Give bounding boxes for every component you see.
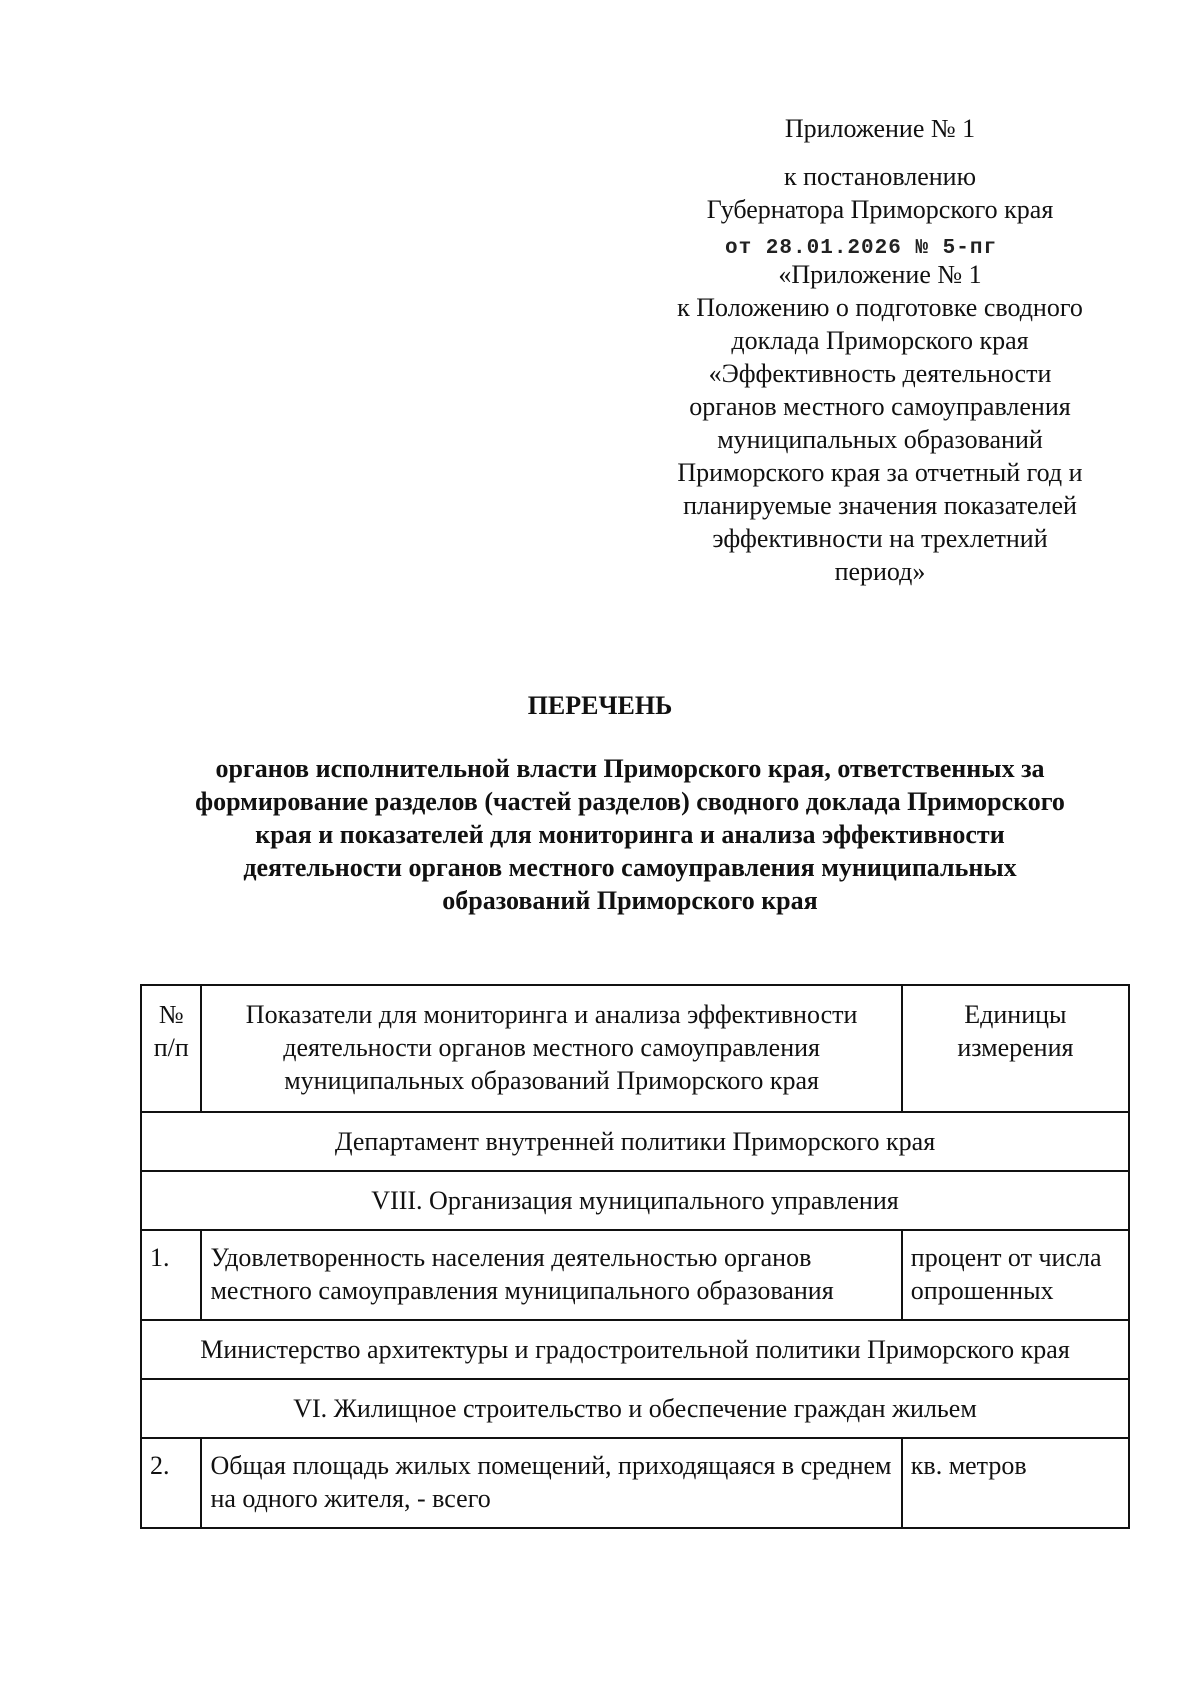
table-row [141, 1230, 1129, 1320]
annex-quote-line: муниципальных образований [717, 425, 1043, 454]
annex-resolution-reference [630, 160, 1130, 226]
subtitle-line: формирование разделов (частей разделов) сводного доклада Приморского [195, 787, 1065, 816]
table-header-row [141, 985, 1129, 1112]
row-indicator-cell: Общая площадь жилых помещений, приходящаяся в среднем на одного жителя, - всего [201, 1438, 901, 1528]
annex-to-line: Губернатора Приморского края [706, 195, 1054, 224]
subtitle-line: образований Приморского края [442, 886, 818, 915]
header-unit-cell: Единицы измерения [902, 985, 1129, 1112]
table-row [141, 1438, 1129, 1528]
section-cell: VI. Жилищное строительство и обеспечение граждан жильем [141, 1379, 1129, 1438]
annex-quote-line: «Приложение № 1 [778, 260, 982, 289]
annex-quote-line: доклада Приморского края [731, 326, 1029, 355]
table-row-department [141, 1320, 1129, 1379]
annex-to-line: к постановлению [783, 162, 977, 191]
annex-quote-line: Приморского края за отчетный год и [677, 458, 1083, 487]
department-cell: Министерство архитектуры и градостроительной политики Приморского края [141, 1320, 1129, 1379]
annex-quote-line: эффективности на трехлетний [712, 524, 1048, 553]
registration-stamp: от 28.01.2026 № 5-пг [725, 237, 998, 260]
header-num-cell: № п/п [141, 985, 201, 1112]
row-indicator-cell: Удовлетворенность населения деятельностью органов местного самоуправления муниципального образования [201, 1230, 901, 1320]
header-indicator-cell: Показатели для мониторинга и анализа эффективности деятельности органов местного самоуправления муниципальных образований Приморского края [201, 985, 901, 1112]
annex-quote-line: к Положению о подготовке сводного [677, 293, 1083, 322]
table-row-section [141, 1379, 1129, 1438]
table-row-department [141, 1112, 1129, 1171]
annex-title: Приложение № 1 [784, 114, 976, 143]
subtitle-line: края и показателей для мониторинга и анализа эффективности [255, 820, 1005, 849]
annex-quoted-reference [630, 258, 1130, 588]
row-unit-cell: кв. метров [902, 1438, 1129, 1528]
annex-quote-line: период» [834, 557, 926, 586]
document-title: ПЕРЕЧЕНЬ [527, 691, 673, 720]
row-num-cell: 1. [141, 1230, 201, 1320]
row-num-cell: 2. [141, 1438, 201, 1528]
section-cell: VIII. Организация муниципального управления [141, 1171, 1129, 1230]
table-row-section [141, 1171, 1129, 1230]
annex-quote-line: «Эффективность деятельности [708, 359, 1052, 388]
subtitle-line: деятельности органов местного самоуправления муниципальных [243, 853, 1017, 882]
annex-quote-line: органов местного самоуправления [689, 392, 1071, 421]
department-cell: Департамент внутренней политики Приморского края [141, 1112, 1129, 1171]
subtitle-line: органов исполнительной власти Приморского края, ответственных за [215, 754, 1045, 783]
indicators-table [140, 984, 1130, 1529]
row-unit-cell: процент от числа опрошенных [902, 1230, 1129, 1320]
annex-quote-line: планируемые значения показателей [683, 491, 1077, 520]
document-subtitle [150, 752, 1110, 917]
